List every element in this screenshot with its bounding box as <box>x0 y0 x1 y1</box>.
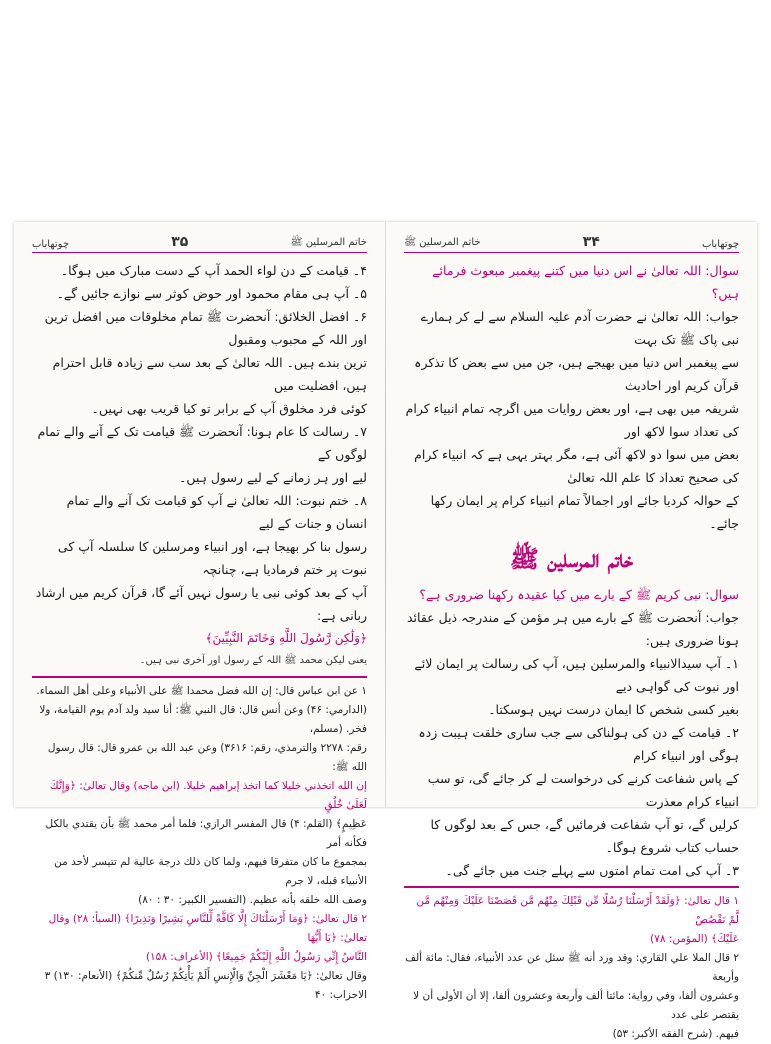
answer-2-point: کرلیں گے، تو آپ شفاعت فرمائیں گے، جس کے بعد لوگوں کا حساب کتاب شروع ہوگا۔ <box>430 817 739 855</box>
point-5: ۵۔ آپ ہی مقام محمود اور حوض کوثر سے نوازے جائیں گے۔ <box>56 286 367 301</box>
footnote-line: النَّاسُ إِنِّي رَسُولُ اللَّهِ إِلَيْكُمْ جَمِيعًا﴾ (الأعراف: ۱۵۸) <box>145 950 367 963</box>
page-number: ۳۵ <box>171 234 189 250</box>
answer-2-point: کے پاس شفاعت کرنے کی درخواست لے کر جائے گی، تو سب انبیاء کرام معذرت <box>427 771 739 809</box>
answer-2-point: ۱۔ آپ سیدالانبیاء والمرسلین ہیں، آپ کی رسالت پر ایمان لائے اور نبوت کی گواہی دیے <box>414 656 739 694</box>
footnote-line: إن الله اتخذني خليلا كما اتخذ إبراهيم خليلا. (ابن ماجه) وقال تعالىٰ: ﴿وَإِنَّكَ لَعَلَىٰ خُلُقٍ <box>50 779 367 811</box>
footnote-line: وعشرون ألفا، وفي رواية: مائتا ألف وأربعة وعشرون ألفا، إلا أن الأولى أن لا يقتصر على عدد <box>413 989 739 1021</box>
answer-2-intro: جواب: آنحضرت ﷺ کے بارے میں ہر مؤمن کے مندرجہ ذیل عقائد ہونا ضروری ہیں: <box>407 610 739 648</box>
answer-1-line: سے پیغمبر اس دنیا میں بھیجے ہیں، جن میں سے بعض کا تذکرہ قرآن کریم اور احادیث <box>414 355 739 393</box>
verse-translation: یعنی لیکن محمد ﷺ اللہ کے رسول اور آخری نبی ہیں۔ <box>139 655 367 666</box>
page-34 <box>386 222 757 1040</box>
page-number: ۳۴ <box>582 234 600 250</box>
running-title: خاتم المرسلین ﷺ <box>404 237 481 248</box>
footnote-line: ۱ قال تعالیٰ: ﴿وَلَقَدْ أَرْسَلْنَا رُسُلًا مِّن قَبْلِكَ مِنْهُم مَّن قَصَصْنَا عَلَيْكَ وَمِنْهُم مَّن لَّمْ نَقْصُصْ <box>416 894 739 926</box>
footnote-line: ۱ عن ابن عباس قال: إن الله فضل محمدا ﷺ على الأنبياء وعلى أهل السماء. <box>36 684 367 697</box>
page-header <box>404 234 739 253</box>
chapter-label: چوتھاباب <box>32 239 70 250</box>
question-1: سوال: اللہ تعالیٰ نے اس دنیا میں کتنے پیغمبر مبعوث فرمائے ہیں؟ <box>432 263 739 301</box>
page-body <box>404 259 739 882</box>
section-title: خاتم المرسلین ﷺ <box>509 544 634 573</box>
footnotes <box>404 892 739 1044</box>
point-7-line: لیے اور ہر زمانے کے لیے رسول ہیں۔ <box>179 470 367 485</box>
point-8-line: آپ کے بعد کوئی نبی یا رسول نہیں آئے گا، قرآن کریم میں ارشاد ربانی ہے: <box>35 585 367 623</box>
footnote-line: (الدارمي: ۴۶) وعن أنس قال: قال النبي ﷺ: أنا سيد ولد آدم يوم القيامة، ولا فخر. (مسلم، <box>39 703 367 735</box>
page-35 <box>14 222 385 1001</box>
footnote-separator <box>32 676 367 678</box>
answer-1-line: کے حوالہ کردیا جائے اور اجمالاً تمام انبیاء کرام پر ایمان رکھا جائے۔ <box>430 493 739 531</box>
page-header <box>32 234 367 253</box>
book-spread <box>14 222 757 1040</box>
answer-1-line: شریفہ میں بھی ہے، اور بعض روایات میں اگرچہ تمام انبیاء کرام کی تعداد سوا لاکھ اور <box>405 401 739 439</box>
point-8-line: رسول بنا کر بھیجا ہے، اور انبیاء ومرسلین کا سلسلہ آپ کی نبوت پر ختم فرمادیا ہے، چنانچہ <box>57 539 367 577</box>
footnote-line: ۲ قال تعالىٰ: ﴿وَمَا أَرْسَلْنَاكَ إِلَّا كَافَّةً لِّلنَّاسِ بَشِيرًا وَنَذِيرًا﴾ (السبأ: ۲۸) وقال تعالىٰ: ﴿يَا أَيُّهَا <box>48 912 367 944</box>
running-title: خاتم المرسلین ﷺ <box>290 237 367 248</box>
footnote-line: عَظِيمٍ﴾ (القلم: ۴) قال المفسر الرازي: فلما أمر محمد ﷺ بأن يقتدي بالكل فكأنه أمر <box>45 817 367 849</box>
point-6-line: ترین بندے ہیں۔ اللہ تعالیٰ کے بعد سب سے زیادہ قابل احترام ہیں، افضلیت میں <box>52 355 367 393</box>
question-2: سوال: نبی کریم ﷺ کے بارے میں کیا عقیدہ رکھنا ضروری ہے؟ <box>419 587 739 602</box>
footnote-line: وصف الله خلقه بأنه عظيم. (التفسير الكبير: ۳۰ : ۸۰) <box>138 893 367 906</box>
answer-2-point: ۳۔ آپ کی امت تمام امتوں سے پہلے جنت میں جائے گی۔ <box>445 863 739 878</box>
footnote-separator <box>404 886 739 888</box>
chapter-label: چوتھاباب <box>701 239 739 250</box>
answer-2-point: ۲۔ قیامت کے دن کی ہولناکی سے جب ساری خلقت ہیبت زدہ ہوگی اور انبیاء کرام <box>418 725 739 763</box>
point-6-line: ۶۔ افضل الخلائق: آنحضرت ﷺ تمام مخلوقات میں افضل ترین اور اللہ کے محبوب ومقبول <box>44 309 367 347</box>
answer-2-point: بغیر کسی شخص کا ایمان درست نہیں ہوسکتا۔ <box>488 702 739 717</box>
answer-1-line: بعض میں سوا دو لاکھ آئی ہے، مگر بہتر یہی ہے کہ انبیاء کرام کی صحیح تعداد کا علم اللہ تعالیٰ <box>414 447 739 485</box>
answer-1-line: جواب: اللہ تعالیٰ نے حضرت آدم علیہ السلام سے لے کر ہمارے نبی پاک ﷺ تک بہت <box>420 309 739 347</box>
footnotes <box>32 682 367 1005</box>
footnote-line: وقال تعالىٰ: ﴿يَا مَعْشَرَ الْجِنِّ وَالْإِنسِ أَلَمْ يَأْتِكُمْ رُسُلٌ مِّنكُمْ﴾ (الأنعام: ۱۳۰) ۳ الاحزاب: ۴۰ <box>44 969 367 1001</box>
point-8-line: ۸۔ ختم نبوت: اللہ تعالیٰ نے آپ کو قیامت تک آنے والے تمام انسان و جنات کے لیے <box>66 493 367 531</box>
point-6-line: کوئی فرد مخلوق آپ کے برابر تو کیا قریب بھی نہیں۔ <box>91 401 367 416</box>
point-4: ۴۔ قیامت کے دن لواء الحمد آپ کے دست مبارک میں ہوگا۔ <box>60 263 367 278</box>
footnote-line: بمجموع ما كان متفرقا فيهم، ولما كان ذلك درجة عالية لم تتيسر لأحد من الأنبياء قبله، لا جرم <box>54 855 367 887</box>
point-7-line: ۷۔ رسالت کا عام ہونا: آنحضرت ﷺ قیامت تک کے آنے والے تمام لوگوں کے <box>37 424 367 462</box>
quran-verse: ﴿وَلَٰكِن رَّسُولَ اللَّهِ وَخَاتَمَ النَّبِيِّينَ﴾ <box>205 631 367 645</box>
footnote-line: رقم: ۲۲۷۸ والترمذي، رقم: ۳۶۱۶) وعن عبد الله بن عمرو قال: قال رسول الله ﷺ: <box>47 741 367 773</box>
footnote-line: عَلَيْكَ﴾ (المؤمن: ۷۸) <box>650 932 739 945</box>
footnote-line: ۲ قال الملا علي القاري: وقد ورد أنه ﷺ سئل عن عدد الأنبياء، فقال: مائة ألف وأربعة <box>405 951 739 983</box>
footnote-line: فيهم. (شرح الفقه الأكبر: ۵۳) <box>612 1027 739 1040</box>
page-body <box>32 259 367 672</box>
